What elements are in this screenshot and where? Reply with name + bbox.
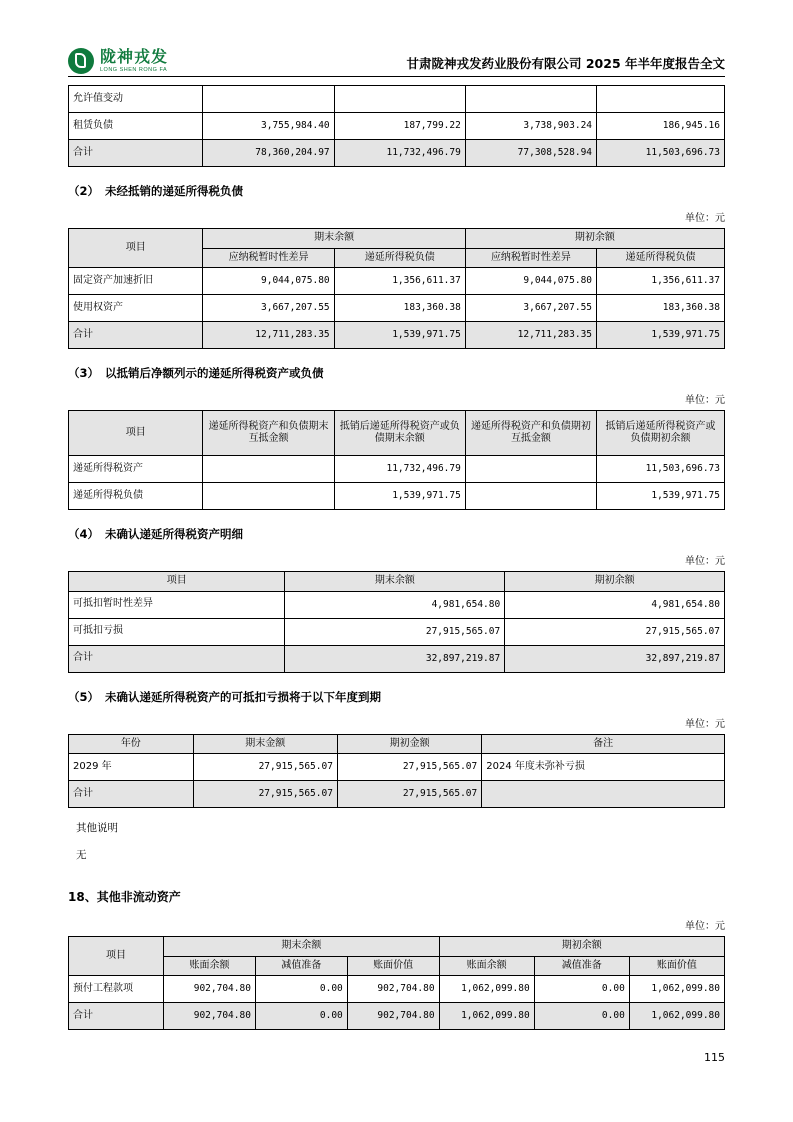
table-row — [69, 295, 725, 322]
table-unrecognized-deferred-tax-assets — [68, 571, 725, 673]
header-offset-end: 递延所得税资产和负债期末互抵金额 — [203, 411, 334, 456]
cell-value — [597, 86, 725, 113]
table-row — [69, 976, 725, 1003]
table-header-row — [69, 734, 725, 754]
table-row — [69, 268, 725, 295]
cell-year: 2029 年 — [69, 754, 194, 781]
header-begin-balance: 期初余额 — [439, 937, 724, 957]
cell-value: 3,755,984.40 — [203, 113, 334, 140]
cell-value: 1,539,971.75 — [597, 483, 725, 510]
table-row — [69, 456, 725, 483]
cell-value: 4,981,654.80 — [285, 591, 505, 618]
cell-item: 可抵扣亏损 — [69, 618, 285, 645]
cell-value: 0.00 — [255, 976, 347, 1003]
header-taxable-diff-begin: 应纳税暂时性差异 — [465, 248, 596, 268]
cell-value: 9,044,075.80 — [465, 268, 596, 295]
header-end-amount: 期末金额 — [193, 734, 337, 754]
table-row-total — [69, 322, 725, 349]
cell-item: 使用权资产 — [69, 295, 203, 322]
cell-item: 允许值变动 — [69, 86, 203, 113]
cell-value: 1,356,611.37 — [597, 268, 725, 295]
cell-value: 187,799.22 — [334, 113, 465, 140]
cell-value: 77,308,528.94 — [465, 140, 596, 167]
section-index-4: （4） — [68, 527, 100, 541]
cell-value — [465, 483, 596, 510]
cell-value: 0.00 — [255, 1003, 347, 1030]
page-content — [68, 28, 725, 1030]
table-subheader-row — [69, 956, 725, 976]
table-row-total — [69, 140, 725, 167]
unit-label-3: 单位：元 — [685, 395, 725, 406]
cell-value: 1,539,971.75 — [597, 322, 725, 349]
header-title: 甘肃陇神戎发药业股份有限公司 2025 年半年度报告全文 — [406, 56, 725, 71]
logo-name-cn: 陇神戎发 — [100, 46, 169, 66]
cell-remark — [482, 781, 725, 808]
cell-value: 0.00 — [534, 976, 629, 1003]
section-label-5: 未确认递延所得税资产的可抵扣亏损将于以下年度到期 — [105, 689, 382, 704]
table-row — [69, 618, 725, 645]
section-label-3: 以抵销后净额列示的递延所得税资产或负债 — [105, 366, 324, 380]
table-row — [69, 591, 725, 618]
table-undeducted-deferred-tax-liability — [68, 228, 725, 349]
cell-value: 1,539,971.75 — [334, 322, 465, 349]
unit-label-4: 单位：元 — [685, 556, 725, 567]
cell-value: 11,503,696.73 — [597, 456, 725, 483]
cell-value: 27,915,565.07 — [193, 754, 337, 781]
header-item: 项目 — [69, 411, 203, 456]
header-remark: 备注 — [482, 734, 725, 754]
section-title-2 — [68, 183, 725, 199]
header-net-begin: 抵销后递延所得税资产或负债期初余额 — [597, 411, 725, 456]
header-book-balance-end: 账面余额 — [164, 956, 256, 976]
section-title-5 — [68, 689, 725, 705]
cell-value: 27,915,565.07 — [337, 781, 481, 808]
logo-mark-icon — [68, 48, 94, 74]
header-deferred-liab-begin: 递延所得税负债 — [597, 248, 725, 268]
header-item: 项目 — [69, 229, 203, 268]
header-item: 项目 — [69, 572, 285, 592]
section-title-3 — [68, 365, 725, 381]
cell-value — [203, 483, 334, 510]
cell-item: 合计 — [69, 645, 285, 672]
table-other-non-current-assets — [68, 936, 725, 1030]
section-label-4: 未确认递延所得税资产明细 — [105, 527, 244, 541]
table-row — [69, 483, 725, 510]
table-net-deferred-tax — [68, 410, 725, 510]
cell-item: 递延所得税负债 — [69, 483, 203, 510]
cell-value: 27,915,565.07 — [193, 781, 337, 808]
cell-value: 3,738,903.24 — [465, 113, 596, 140]
section-index-2: （2） — [68, 184, 100, 198]
cell-value — [203, 456, 334, 483]
company-logo — [68, 48, 168, 74]
cell-value: 1,356,611.37 — [334, 268, 465, 295]
cell-remark: 2024 年度未弥补亏损 — [482, 754, 725, 781]
cell-value: 902,704.80 — [164, 976, 256, 1003]
cell-value: 4,981,654.80 — [505, 591, 725, 618]
table-row-total — [69, 645, 725, 672]
table-row — [69, 113, 725, 140]
page-header — [68, 28, 725, 74]
unit-label-2: 单位：元 — [685, 213, 725, 224]
header-end-balance: 期末余额 — [164, 937, 439, 957]
header-year: 年份 — [69, 734, 194, 754]
cell-value — [203, 86, 334, 113]
header-begin-balance: 期初余额 — [465, 229, 724, 249]
table-row — [69, 86, 725, 113]
cell-item: 可抵扣暂时性差异 — [69, 591, 285, 618]
cell-value — [334, 86, 465, 113]
section-title-18: 18、其他非流动资产 — [68, 890, 181, 904]
cell-value: 1,062,099.80 — [439, 1003, 534, 1030]
header-begin-balance: 期初余额 — [505, 572, 725, 592]
cell-value: 32,897,219.87 — [505, 645, 725, 672]
table-header-row — [69, 572, 725, 592]
cell-value: 902,704.80 — [347, 1003, 439, 1030]
unit-label-18: 单位：元 — [685, 921, 725, 932]
cell-value: 0.00 — [534, 1003, 629, 1030]
cell-value: 3,667,207.55 — [465, 295, 596, 322]
cell-item: 固定资产加速折旧 — [69, 268, 203, 295]
cell-value: 1,539,971.75 — [334, 483, 465, 510]
other-note-label: 其他说明 — [76, 822, 118, 834]
header-deferred-liab-end: 递延所得税负债 — [334, 248, 465, 268]
header-book-value-begin: 账面价值 — [629, 956, 724, 976]
cell-value: 3,667,207.55 — [203, 295, 334, 322]
header-offset-begin: 递延所得税资产和负债期初互抵金额 — [465, 411, 596, 456]
header-impairment-end: 减值准备 — [255, 956, 347, 976]
cell-value: 27,915,565.07 — [285, 618, 505, 645]
table-header-row — [69, 229, 725, 249]
section-index-3: （3） — [68, 366, 100, 380]
cell-value: 11,732,496.79 — [334, 456, 465, 483]
table-row-total — [69, 781, 725, 808]
cell-value — [465, 86, 596, 113]
cell-item: 递延所得税资产 — [69, 456, 203, 483]
section-index-5: （5） — [68, 689, 100, 704]
table-deductible-loss-expiry — [68, 734, 725, 809]
cell-value: 11,732,496.79 — [334, 140, 465, 167]
cell-value: 902,704.80 — [164, 1003, 256, 1030]
cell-item: 合计 — [69, 1003, 164, 1030]
cell-value: 186,945.16 — [597, 113, 725, 140]
other-note-value: 无 — [76, 849, 87, 861]
cell-value: 12,711,283.35 — [203, 322, 334, 349]
cell-value: 27,915,565.07 — [337, 754, 481, 781]
logo-name-en: LONG SHEN RONG FA — [100, 66, 168, 73]
header-taxable-diff-end: 应纳税暂时性差异 — [203, 248, 334, 268]
header-item: 项目 — [69, 937, 164, 976]
cell-item: 租赁负债 — [69, 113, 203, 140]
header-end-balance: 期末余额 — [285, 572, 505, 592]
table-row — [69, 754, 725, 781]
cell-item: 预付工程款项 — [69, 976, 164, 1003]
table-header-row — [69, 937, 725, 957]
cell-item: 合计 — [69, 322, 203, 349]
cell-value: 183,360.38 — [334, 295, 465, 322]
unit-label-5: 单位：元 — [685, 718, 725, 730]
cell-value — [465, 456, 596, 483]
header-end-balance: 期末余额 — [203, 229, 465, 249]
header-net-end: 抵销后递延所得税资产或负债期末余额 — [334, 411, 465, 456]
section-title-4 — [68, 526, 725, 542]
cell-value: 32,897,219.87 — [285, 645, 505, 672]
cell-value: 1,062,099.80 — [629, 1003, 724, 1030]
header-book-balance-begin: 账面余额 — [439, 956, 534, 976]
cell-value: 1,062,099.80 — [439, 976, 534, 1003]
header-book-value-end: 账面价值 — [347, 956, 439, 976]
table-header-row — [69, 411, 725, 456]
cell-item: 合计 — [69, 140, 203, 167]
header-begin-amount: 期初金额 — [337, 734, 481, 754]
cell-value: 27,915,565.07 — [505, 618, 725, 645]
table-row-total — [69, 1003, 725, 1030]
header-impairment-begin: 减值准备 — [534, 956, 629, 976]
section-label-2: 未经抵销的递延所得税负债 — [105, 184, 244, 198]
page-number: 115 — [704, 1051, 725, 1064]
cell-value: 9,044,075.80 — [203, 268, 334, 295]
cell-value: 183,360.38 — [597, 295, 725, 322]
logo-text — [100, 46, 169, 74]
cell-value: 12,711,283.35 — [465, 322, 596, 349]
table-lease-liability-continuation — [68, 85, 725, 167]
cell-year: 合计 — [69, 781, 194, 808]
cell-value: 11,503,696.73 — [597, 140, 725, 167]
cell-value: 78,360,204.97 — [203, 140, 334, 167]
cell-value: 1,062,099.80 — [629, 976, 724, 1003]
cell-value: 902,704.80 — [347, 976, 439, 1003]
